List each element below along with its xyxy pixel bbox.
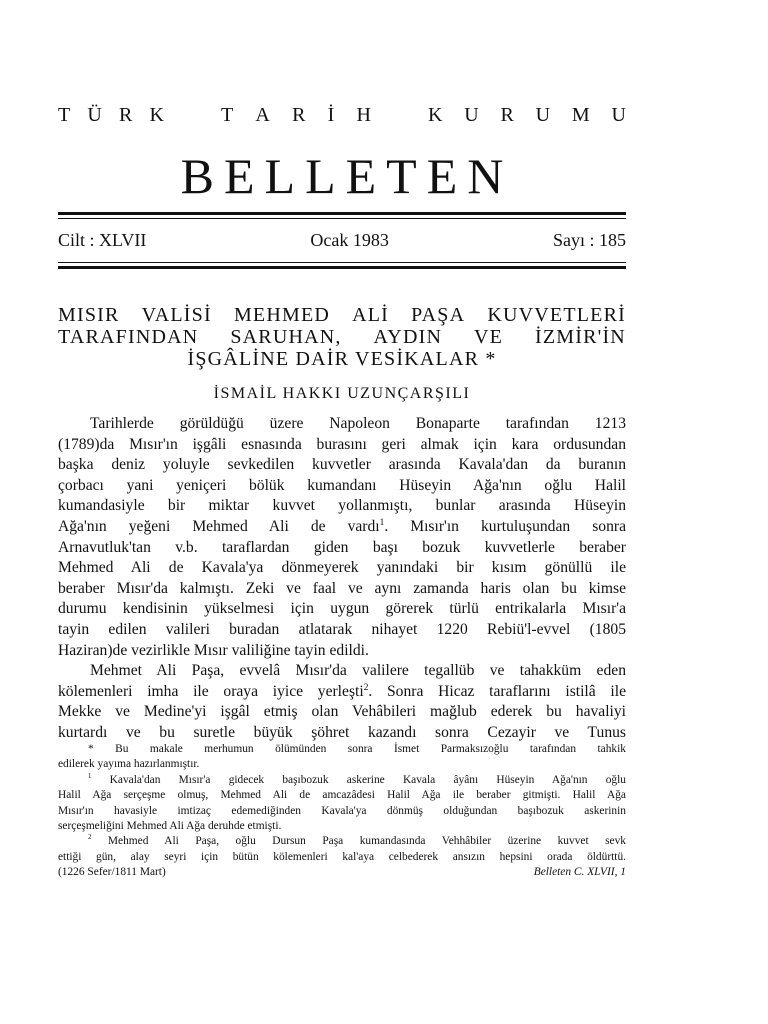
body-line: (1789)da Mısır'ın işgâli esnasında burasını geri almak için kara ordusundan	[58, 435, 626, 453]
title-word: İZMİR'İN	[534, 326, 626, 348]
title-word: VALİSİ	[141, 304, 212, 326]
org-letter: Ü	[87, 104, 102, 126]
title-word: MEHMED	[233, 304, 331, 326]
title-line: İŞGÂLİNE DAİR VESİKALAR *	[187, 348, 497, 370]
document-page	[58, 0, 626, 1024]
footnote-mark: 1	[88, 772, 92, 780]
footnote-text: Kavala'dan Mısır'a gidecek başıbozuk askerine Kavala âyânı Hüseyin Ağa'nın oğlu	[109, 773, 626, 786]
org-letter: M	[571, 104, 590, 126]
body-segment: kölemenleri imha ile oraya iyice yerleşti	[58, 682, 364, 700]
footnote-mark: 2	[88, 834, 92, 842]
body-line: beraber Mısır'da kalmıştı. Zeki ve faal ve aynı zamanda haris olan bu kimse	[58, 579, 626, 597]
org-letter: R	[292, 104, 306, 126]
title-word: ALİ	[352, 304, 390, 326]
footnote-line: serçeşmeliğini Mehmed Ali Ağa deruhde etmişti.	[58, 819, 282, 832]
body-line: kurtardı ve bu suretle büyük şöhret kazandı sonra Cezayir ve Tunus	[58, 723, 626, 741]
footnote-text: Bu makale merhumun ölümünden sonra İsmet Parmaksızoğlu tarafından tahkik	[115, 743, 626, 755]
body-line: Arnavutluk'tan v.b. taraflardan giden başı bozuk kuvvetlerle beraber	[58, 538, 626, 556]
title-word: MISIR	[58, 304, 120, 326]
body-line: Haziran)de vezirlikle Mısır valiliğine tayin edildi.	[58, 641, 369, 659]
org-letter: R	[500, 104, 514, 126]
organization-name	[58, 104, 626, 127]
footnote-line	[58, 773, 626, 788]
body-segment: Ağa'nın yeğeni Mehmed Ali de vardı	[58, 517, 380, 535]
org-word-kurumu	[428, 104, 626, 127]
article-author: İSMAİL HAKKI UZUNÇARŞILI	[213, 385, 471, 402]
title-word: AYDIN	[373, 326, 443, 348]
issue-date: Ocak 1983	[310, 230, 389, 250]
body-line	[58, 517, 626, 538]
body-segment: . Sonra Hicaz taraflarını istilâ ile	[368, 682, 626, 700]
title-line	[58, 304, 626, 326]
issue-number: Sayı : 185	[552, 230, 626, 250]
body-line: çorbacı yani yeniçeri bölük kumandanı Hüseyin Ağa'nın oğlu Halil	[58, 476, 626, 494]
footnote-line: edilerek yayıma hazırlanmıştır.	[58, 758, 200, 771]
footnote-ref: 2	[363, 682, 369, 693]
org-letter: R	[119, 104, 133, 126]
org-letter: T	[221, 104, 234, 126]
footnote-text: Mehmed Ali Paşa, oğlu Dursun Paşa kumandasında Vehhâbiler üzerine kuvvet sevk	[107, 835, 626, 848]
body-line: Mekke ve Medine'yi işgâl etmiş olan Vehâbileri mağlub ederek bu havaliyi	[58, 703, 626, 721]
body-line: kumandasiyle bir miktar kuvvet yollanmıştı, bunlar arasında Hüseyin	[58, 497, 626, 515]
article-body	[58, 414, 626, 744]
body-line: tayin edilen valileri buradan atlatarak nihayet 1220 Rebiü'l-evvel (1805	[58, 620, 626, 638]
rule-divider	[58, 212, 626, 215]
title-word: PAŞA	[411, 304, 466, 326]
org-letter: T	[58, 104, 71, 126]
footnote-final-row	[58, 865, 626, 880]
title-word: SARUHAN,	[230, 326, 342, 348]
org-letter: İ	[327, 104, 335, 126]
article-title	[58, 304, 626, 370]
body-segment: . Mısır'ın kurtuluşundan sonra	[384, 517, 626, 535]
footnote-line: Mısır'ın havasiyle imtizaç edemediğinden Kavala'ya dönmüş olduğundan başıbozuk askerinin	[58, 804, 626, 817]
footnote-mark: *	[88, 743, 94, 755]
footnote-line	[58, 742, 626, 757]
rule-divider	[58, 266, 626, 269]
footnote-ref: 1	[379, 517, 385, 528]
org-word-turk	[58, 104, 164, 127]
footnote-line: ettiği gün, alay seyri için bütün kölemenleri kal'aya celbederek ansızın hepsini orada öldürttü.	[58, 850, 626, 863]
journal-title: BELLETEN	[180, 148, 514, 204]
body-line: Mehmet Ali Paşa, evvelâ Mısır'da valilere tegallüb ve tahakküm eden	[90, 662, 626, 680]
footnote-line: (1226 Sefer/1811 Mart)	[58, 866, 166, 879]
title-line	[58, 326, 626, 348]
rule-divider	[58, 218, 626, 219]
title-word: VE	[474, 326, 504, 348]
org-letter: U	[464, 104, 479, 126]
org-letter: A	[255, 104, 270, 126]
footnote-line	[58, 834, 626, 849]
org-letter: K	[149, 104, 164, 126]
org-letter: H	[356, 104, 371, 126]
volume-label: Cilt : XLVII	[58, 230, 147, 250]
title-word: KUVVETLERİ	[487, 304, 626, 326]
org-letter: U	[611, 104, 626, 126]
body-line	[58, 682, 626, 703]
issue-meta	[58, 230, 626, 251]
body-line: durumu kendisinin yükselmesi için uygun görerek türlü entrikalarla Mısır'a	[58, 600, 626, 618]
body-line: Tarihlerde görüldüğü üzere Napoleon Bonaparte tarafından 1213	[90, 415, 626, 432]
org-word-tarih	[221, 104, 371, 127]
body-line: Mehmed Ali de Kavala'ya dönmeyerek yanındaki bir kısım gönüllü ile	[58, 559, 626, 577]
org-letter: U	[535, 104, 551, 126]
org-letter: K	[428, 104, 443, 126]
footnotes	[58, 742, 626, 881]
page-signature: Belleten C. XLVII, 1	[533, 866, 626, 879]
rule-divider	[58, 262, 626, 263]
title-word: TARAFINDAN	[58, 326, 199, 348]
footnote-line: Halil Ağa serçeşme olmuş, Mehmed Ali de amcazâdesi Halil Ağa ile beraber gitmişti. Halil Ağa	[58, 789, 626, 802]
body-line: başka deniz yoluyle sevkedilen kuvvetler arasında Kavala'dan da buranın	[58, 456, 626, 474]
